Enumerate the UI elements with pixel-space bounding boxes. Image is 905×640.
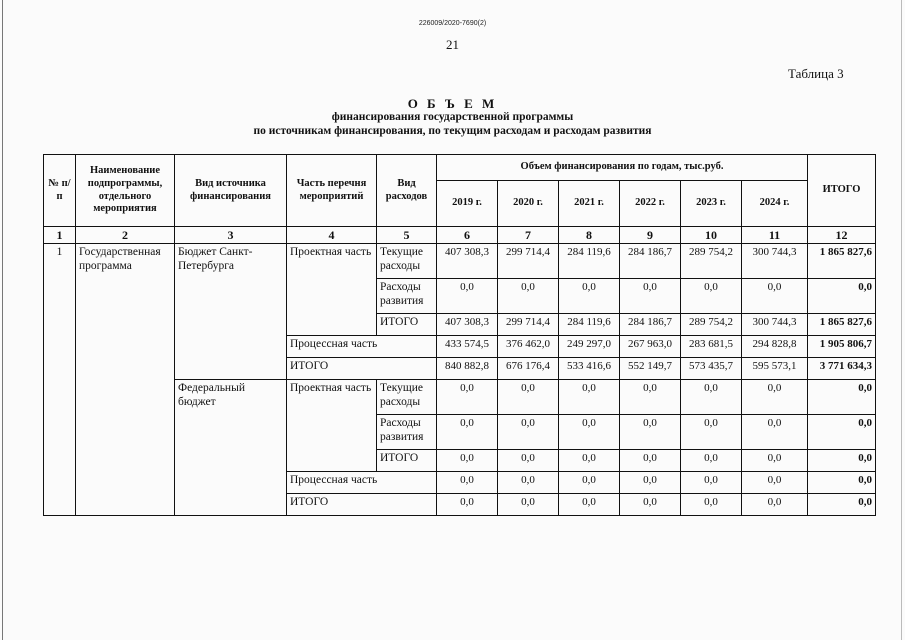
part-label: Проектная часть (287, 244, 377, 336)
value-cell: 0,0 (437, 279, 498, 314)
total-cell: 0,0 (808, 415, 876, 450)
value-cell: 0,0 (620, 450, 681, 472)
column-number: 6 (437, 227, 498, 244)
value-cell: 0,0 (498, 415, 559, 450)
value-cell: 0,0 (681, 472, 742, 494)
value-cell: 552 149,7 (620, 358, 681, 380)
part-label: Процессная часть (287, 472, 437, 494)
value-cell: 0,0 (498, 450, 559, 472)
total-cell: 0,0 (808, 279, 876, 314)
value-cell: 595 573,1 (742, 358, 808, 380)
value-cell: 0,0 (498, 472, 559, 494)
value-cell: 0,0 (559, 494, 620, 516)
value-cell: 0,0 (437, 450, 498, 472)
total-cell: 1 905 806,7 (808, 336, 876, 358)
table-row (44, 244, 876, 279)
value-cell: 0,0 (437, 380, 498, 415)
table-label: Таблица 3 (788, 66, 844, 81)
source-label: Федеральный бюджет (175, 380, 287, 516)
column-number: 8 (559, 227, 620, 244)
total-cell: 3 771 634,3 (808, 358, 876, 380)
column-number: 12 (808, 227, 876, 244)
value-cell: 0,0 (681, 380, 742, 415)
header-total: ИТОГО (808, 155, 876, 227)
value-cell: 299 714,4 (498, 314, 559, 336)
header-num: № п/п (44, 155, 76, 227)
column-number: 10 (681, 227, 742, 244)
header-source: Вид источника финансирования (175, 155, 287, 227)
total-cell: 0,0 (808, 450, 876, 472)
value-cell: 840 882,8 (437, 358, 498, 380)
value-cell: 0,0 (742, 472, 808, 494)
program-name: Государственная программа (76, 244, 175, 516)
value-cell: 299 714,4 (498, 244, 559, 279)
document-title: О Б Ъ Е М (407, 96, 498, 111)
value-cell: 433 574,5 (437, 336, 498, 358)
value-cell: 284 119,6 (559, 244, 620, 279)
value-cell: 300 744,3 (742, 244, 808, 279)
kind-label: ИТОГО (377, 450, 437, 472)
column-number: 7 (498, 227, 559, 244)
kind-label: Расходы развития (377, 279, 437, 314)
value-cell: 284 186,7 (620, 314, 681, 336)
column-number: 2 (76, 227, 175, 244)
value-cell: 0,0 (681, 415, 742, 450)
value-cell: 0,0 (559, 450, 620, 472)
value-cell: 284 119,6 (559, 314, 620, 336)
total-cell: 0,0 (808, 472, 876, 494)
part-label: Процессная часть (287, 336, 437, 358)
value-cell: 289 754,2 (681, 314, 742, 336)
header-part: Часть перечня мероприятий (287, 155, 377, 227)
value-cell: 0,0 (742, 450, 808, 472)
value-cell: 0,0 (742, 494, 808, 516)
header-year: 2019 г. (437, 181, 498, 227)
value-cell: 284 186,7 (620, 244, 681, 279)
value-cell: 407 308,3 (437, 244, 498, 279)
value-cell: 0,0 (620, 380, 681, 415)
value-cell: 0,0 (620, 472, 681, 494)
value-cell: 0,0 (437, 472, 498, 494)
value-cell: 289 754,2 (681, 244, 742, 279)
header-volume: Объем финансирования по годам, тыс.руб. (437, 155, 808, 181)
document-subtitle-2: по источникам финансирования, по текущим расходам и расходам развития (253, 125, 652, 137)
value-cell: 0,0 (498, 494, 559, 516)
header-year: 2020 г. (498, 181, 559, 227)
value-cell: 300 744,3 (742, 314, 808, 336)
part-label: ИТОГО (287, 494, 437, 516)
header-year: 2024 г. (742, 181, 808, 227)
value-cell: 0,0 (498, 380, 559, 415)
total-cell: 0,0 (808, 494, 876, 516)
value-cell: 0,0 (437, 415, 498, 450)
column-number: 11 (742, 227, 808, 244)
column-number: 5 (377, 227, 437, 244)
value-cell: 407 308,3 (437, 314, 498, 336)
value-cell: 0,0 (620, 415, 681, 450)
value-cell: 573 435,7 (681, 358, 742, 380)
value-cell: 676 176,4 (498, 358, 559, 380)
header-kind: Вид расходов (377, 155, 437, 227)
value-cell: 0,0 (742, 279, 808, 314)
row-number: 1 (44, 244, 76, 516)
value-cell: 0,0 (437, 494, 498, 516)
value-cell: 0,0 (742, 415, 808, 450)
value-cell: 283 681,5 (681, 336, 742, 358)
value-cell: 0,0 (559, 472, 620, 494)
source-label: Бюджет Санкт-Петербурга (175, 244, 287, 380)
part-label: ИТОГО (287, 358, 437, 380)
part-label: Проектная часть (287, 380, 377, 472)
column-number: 3 (175, 227, 287, 244)
header-year: 2021 г. (559, 181, 620, 227)
value-cell: 0,0 (742, 380, 808, 415)
value-cell: 0,0 (620, 494, 681, 516)
financing-table (43, 154, 876, 516)
value-cell: 249 297,0 (559, 336, 620, 358)
header-name: Наименование подпрограммы, отдельного мероприятия (76, 155, 175, 227)
value-cell: 376 462,0 (498, 336, 559, 358)
document-subtitle-1: финансирования государственной программы (331, 111, 574, 123)
value-cell: 294 828,8 (742, 336, 808, 358)
column-number: 1 (44, 227, 76, 244)
total-cell: 1 865 827,6 (808, 244, 876, 279)
value-cell: 0,0 (681, 279, 742, 314)
header-year: 2023 г. (681, 181, 742, 227)
value-cell: 0,0 (681, 450, 742, 472)
column-number: 4 (287, 227, 377, 244)
value-cell: 533 416,6 (559, 358, 620, 380)
document-number: 226009/2020-7690(2) (418, 20, 487, 27)
header-year: 2022 г. (620, 181, 681, 227)
page-number: 21 (446, 37, 459, 52)
kind-label: Текущие расходы (377, 380, 437, 415)
total-cell: 1 865 827,6 (808, 314, 876, 336)
kind-label: Расходы развития (377, 415, 437, 450)
value-cell: 0,0 (559, 415, 620, 450)
value-cell: 0,0 (498, 279, 559, 314)
value-cell: 0,0 (681, 494, 742, 516)
column-number: 9 (620, 227, 681, 244)
kind-label: ИТОГО (377, 314, 437, 336)
value-cell: 267 963,0 (620, 336, 681, 358)
kind-label: Текущие расходы (377, 244, 437, 279)
value-cell: 0,0 (559, 279, 620, 314)
value-cell: 0,0 (620, 279, 681, 314)
value-cell: 0,0 (559, 380, 620, 415)
total-cell: 0,0 (808, 380, 876, 415)
